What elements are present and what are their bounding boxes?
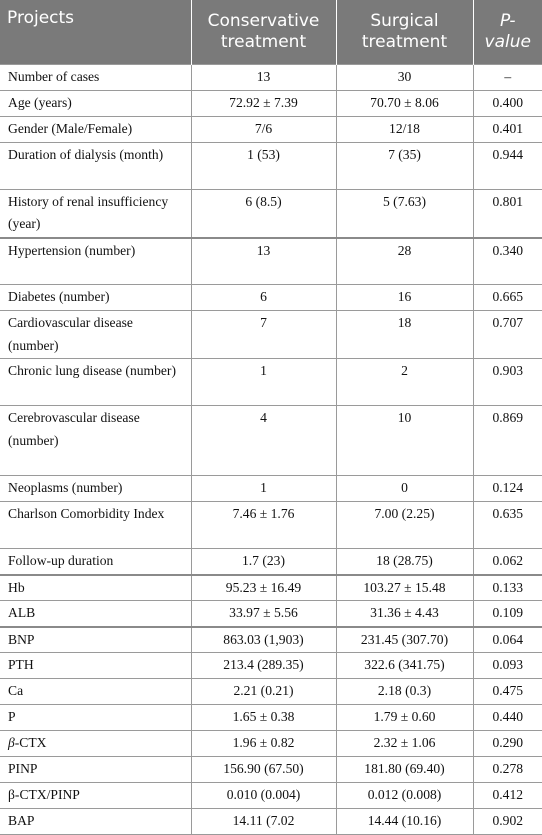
conservative-value: 4 (191, 406, 336, 476)
row-label: Ca (0, 679, 191, 705)
table-row (0, 575, 542, 601)
conservative-value: 2.21 (0.21) (191, 679, 336, 705)
row-label: Chronic lung disease (number) (0, 359, 191, 406)
table-row (0, 653, 542, 679)
table-row (0, 90, 542, 116)
row-label: Cardiovascular disease (number) (0, 311, 191, 359)
conservative-value: 1 (191, 359, 336, 406)
surgical-value: 322.6 (341.75) (336, 653, 473, 679)
surgical-value: 18 (336, 311, 473, 359)
p-value: 0.944 (473, 142, 542, 189)
p-value: 0.665 (473, 285, 542, 311)
surgical-value: 5 (7.63) (336, 189, 473, 238)
p-value: 0.290 (473, 731, 542, 757)
row-label: Diabetes (number) (0, 285, 191, 311)
row-label: History of renal insufficiency (year) (0, 189, 191, 238)
surgical-value: 28 (336, 238, 473, 285)
table-row (0, 359, 542, 406)
table-row (0, 142, 542, 189)
surgical-value: 16 (336, 285, 473, 311)
conservative-value: 33.97 ± 5.56 (191, 601, 336, 627)
conservative-value: 13 (191, 238, 336, 285)
row-label: β-CTX/PINP (0, 783, 191, 809)
row-label: Hb (0, 575, 191, 601)
p-value: 0.124 (473, 476, 542, 502)
surgical-value: 10 (336, 406, 473, 476)
surgical-value: 231.45 (307.70) (336, 627, 473, 653)
table-row (0, 285, 542, 311)
surgical-value: 2 (336, 359, 473, 406)
p-value: 0.903 (473, 359, 542, 406)
conservative-value: 0.010 (0.004) (191, 783, 336, 809)
surgical-value: 7.00 (2.25) (336, 502, 473, 549)
table-row (0, 679, 542, 705)
table-row (0, 783, 542, 809)
row-label: Follow-up duration (0, 549, 191, 575)
surgical-value: 2.18 (0.3) (336, 679, 473, 705)
conservative-value: 1.96 ± 0.82 (191, 731, 336, 757)
p-value: 0.440 (473, 705, 542, 731)
row-label: PINP (0, 757, 191, 783)
row-label: Age (years) (0, 90, 191, 116)
surgical-value: 30 (336, 64, 473, 90)
table-row (0, 627, 542, 653)
surgical-value: 70.70 ± 8.06 (336, 90, 473, 116)
conservative-value: 1 (53) (191, 142, 336, 189)
conservative-value: 6 (191, 285, 336, 311)
row-label: Duration of dialysis (month) (0, 142, 191, 189)
surgical-value: 103.27 ± 15.48 (336, 575, 473, 601)
conservative-value: 13 (191, 64, 336, 90)
conservative-value: 95.23 ± 16.49 (191, 575, 336, 601)
row-label: BNP (0, 627, 191, 653)
row-label (0, 731, 191, 757)
surgical-value: 14.44 (10.16) (336, 809, 473, 835)
table-row (0, 64, 542, 90)
conservative-value: 72.92 ± 7.39 (191, 90, 336, 116)
p-value: 0.707 (473, 311, 542, 359)
table-row (0, 601, 542, 627)
conservative-value: 156.90 (67.50) (191, 757, 336, 783)
row-label-rest: -CTX (14, 735, 47, 750)
surgical-value: 12/18 (336, 116, 473, 142)
row-label: Gender (Male/Female) (0, 116, 191, 142)
surgical-value: 7 (35) (336, 142, 473, 189)
p-value: 0.062 (473, 549, 542, 575)
conservative-value: 14.11 (7.02 (191, 809, 336, 835)
row-label: P (0, 705, 191, 731)
row-label: Cerebrovascular disease (number) (0, 406, 191, 476)
row-label: Charlson Comorbidity Index (0, 502, 191, 549)
surgical-value: 181.80 (69.40) (336, 757, 473, 783)
surgical-value: 31.36 ± 4.43 (336, 601, 473, 627)
p-value: 0.133 (473, 575, 542, 601)
p-value: – (473, 64, 542, 90)
p-value: 0.475 (473, 679, 542, 705)
p-value: 0.093 (473, 653, 542, 679)
surgical-value: 2.32 ± 1.06 (336, 731, 473, 757)
table-row (0, 189, 542, 238)
row-label: PTH (0, 653, 191, 679)
table-row (0, 549, 542, 575)
header-projects: Projects (0, 0, 191, 64)
table-row (0, 705, 542, 731)
header-row (0, 0, 542, 64)
table-row (0, 502, 542, 549)
row-label: Hypertension (number) (0, 238, 191, 285)
conservative-value: 6 (8.5) (191, 189, 336, 238)
p-value: 0.064 (473, 627, 542, 653)
conservative-value: 1.7 (23) (191, 549, 336, 575)
table-row (0, 809, 542, 835)
surgical-value: 1.79 ± 0.60 (336, 705, 473, 731)
p-value: 0.109 (473, 601, 542, 627)
conservative-value: 863.03 (1,903) (191, 627, 336, 653)
row-label: Number of cases (0, 64, 191, 90)
table-row (0, 406, 542, 476)
row-label: ALB (0, 601, 191, 627)
conservative-value: 7.46 ± 1.76 (191, 502, 336, 549)
p-value: 0.869 (473, 406, 542, 476)
table-row (0, 476, 542, 502)
conservative-value: 7/6 (191, 116, 336, 142)
conservative-value: 7 (191, 311, 336, 359)
table-row (0, 757, 542, 783)
conservative-value: 1.65 ± 0.38 (191, 705, 336, 731)
p-value: 0.401 (473, 116, 542, 142)
surgical-value: 0.012 (0.008) (336, 783, 473, 809)
conservative-value: 1 (191, 476, 336, 502)
table-row (0, 311, 542, 359)
conservative-value: 213.4 (289.35) (191, 653, 336, 679)
p-value: 0.340 (473, 238, 542, 285)
row-label: Neoplasms (number) (0, 476, 191, 502)
p-value: 0.412 (473, 783, 542, 809)
p-value: 0.902 (473, 809, 542, 835)
p-value: 0.635 (473, 502, 542, 549)
header-conservative: Conservative treatment (191, 0, 336, 64)
header-p-value: P-value (473, 0, 542, 64)
header-surgical: Surgical treatment (336, 0, 473, 64)
beta-symbol: β (8, 735, 15, 750)
surgical-value: 18 (28.75) (336, 549, 473, 575)
p-value: 0.801 (473, 189, 542, 238)
table-row (0, 238, 542, 285)
table-row (0, 116, 542, 142)
p-value: 0.400 (473, 90, 542, 116)
row-label: BAP (0, 809, 191, 835)
surgical-value: 0 (336, 476, 473, 502)
table-row (0, 731, 542, 757)
p-value: 0.278 (473, 757, 542, 783)
